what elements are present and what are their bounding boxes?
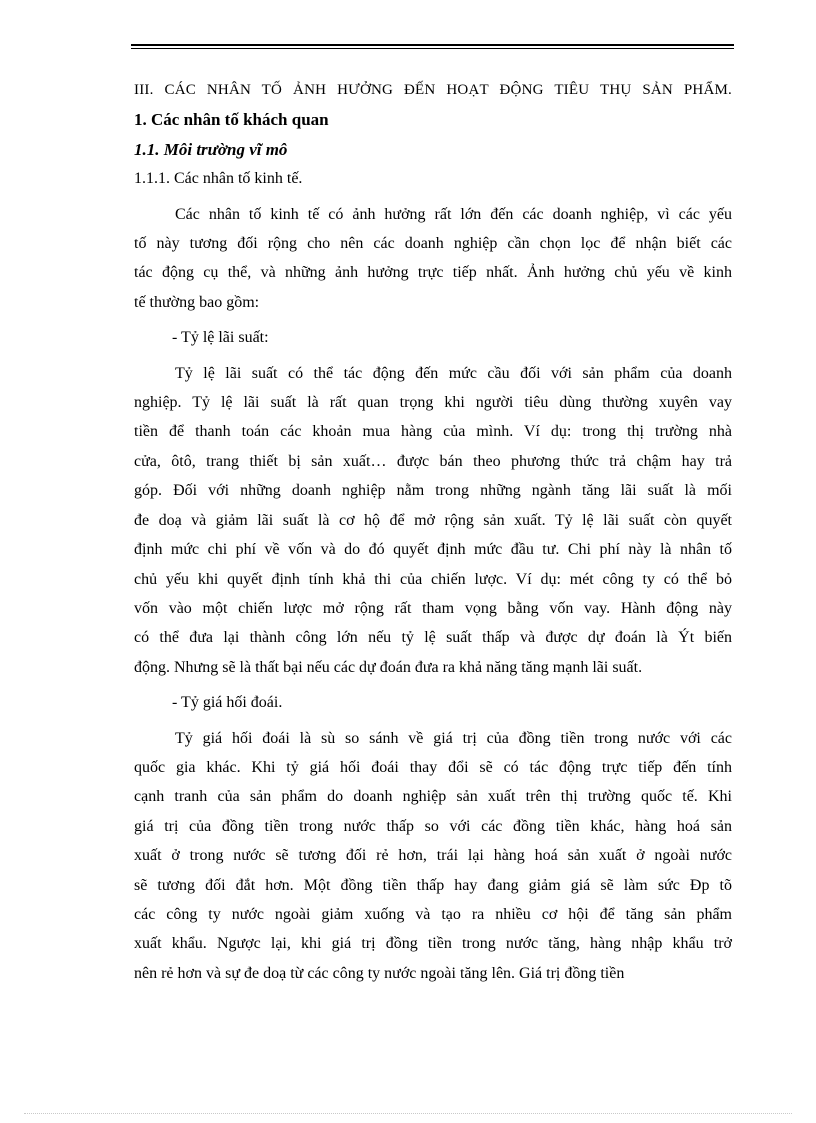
paragraph-line: nên rẻ hơn và sự đe doạ từ các công ty nước ngoài tăng lên. Giá trị đồng tiền bbox=[134, 964, 625, 982]
paragraph-line: góp. Đối với những doanh nghiệp nằm trong những ngành tăng lãi suất là mối bbox=[134, 482, 732, 500]
paragraph-line: sẽ tương đối đắt hơn. Một đồng tiền thấp hay đang giảm giá sẽ làm sức Đp tõ bbox=[134, 876, 732, 894]
paragraph-line: chủ yếu khi quyết định tính khả thi của chiến lược. Ví dụ: mét công ty có thể bỏ bbox=[134, 570, 732, 588]
paragraph-line: Các nhân tố kinh tế có ảnh hưởng rất lớn đến các doanh nghiệp, vì các yếu bbox=[175, 205, 732, 223]
paragraph-line: vốn vào một chiến lược mở rộng rất tham vọng bằng vốn vay. Hành động này bbox=[134, 599, 732, 617]
bullet-interest-rate: - Tỷ lệ lãi suất: bbox=[172, 329, 269, 347]
interest-paragraph bbox=[134, 359, 732, 682]
paragraph-line: xuất ở trong nước sẽ tương đối rẻ hơn, trái lại hàng hoá sản xuất ở ngoài nước bbox=[134, 847, 732, 865]
header-rule-thin bbox=[131, 48, 734, 49]
paragraph-line: giá trị của đồng tiền trong nước thấp so với các đồng tiền khác, hàng hoá sản bbox=[134, 817, 732, 835]
intro-paragraph bbox=[134, 200, 732, 318]
header-rule bbox=[131, 44, 734, 46]
paragraph-line: quốc gia khác. Khi tỷ giá hối đoái thay đổi sẽ có tác động trực tiếp đến tính bbox=[134, 758, 732, 776]
paragraph-line: Tỷ lệ lãi suất có thể tác động đến mức cầu đối với sản phẩm của doanh bbox=[175, 364, 732, 382]
heading-1-1: 1.1. Môi trường vĩ mô bbox=[134, 139, 288, 159]
paragraph-line: đe doạ và giảm lãi suất là cơ hộ để mở rộng sản xuất. Tỷ lệ lãi suất còn quyết bbox=[134, 511, 732, 529]
document-body bbox=[134, 76, 732, 988]
footer-divider bbox=[24, 1113, 792, 1114]
paragraph-line: tố này tương đối rộng cho nên các doanh nghiệp cần chọn lọc để nhận biết các bbox=[134, 235, 732, 253]
paragraph-line: Tỷ giá hối đoái là sù so sánh về giá trị của đồng tiền trong nước với các bbox=[175, 729, 732, 747]
paragraph-line: xuất khẩu. Ngược lại, khi giá trị đồng tiền trong nước tăng, hàng nhập khẩu trở bbox=[134, 935, 732, 953]
paragraph-line: cửa, ôtô, trang thiết bị sản xuất… được bán theo phương thức trả chậm hay trả bbox=[134, 452, 732, 470]
paragraph-line: tế thường bao gồm: bbox=[134, 293, 260, 311]
paragraph-line: động. Nhưng sẽ là thất bại nếu các dự đoán đưa ra khả năng tăng mạnh lãi suất. bbox=[134, 658, 643, 676]
paragraph-line: nghiệp. Tỷ lệ lãi suất là rất quan trọng khi người tiêu dùng thường xuyên vay bbox=[134, 394, 732, 412]
paragraph-line: cạnh tranh của sản phẩm do doanh nghiệp sản xuất trên thị trường quốc tế. Khi bbox=[134, 788, 732, 806]
paragraph-line: tiền để thanh toán các khoản mua hàng của mình. Ví dụ: trong thị trường nhà bbox=[134, 423, 732, 441]
paragraph-line: các công ty nước ngoài giảm xuống và tạo ra nhiều cơ hội để tăng sản phẩm bbox=[134, 905, 732, 923]
heading-1: 1. Các nhân tố khách quan bbox=[134, 110, 329, 130]
heading-1-1-1: 1.1.1. Các nhân tố kinh tế. bbox=[134, 170, 303, 188]
paragraph-line: định mức chi phí về vốn và do đó quyết định mức đầu tư. Chi phí này là nhân tố bbox=[134, 541, 732, 559]
exchange-paragraph bbox=[134, 724, 732, 989]
section-heading: III. CÁC NHÂN TỐ ẢNH HƯỞNG ĐẾN HOẠT ĐỘNG TIÊU THỤ SẢN PHẨM. bbox=[134, 82, 732, 98]
paragraph-line: có thể đưa lại thành công lớn nếu tỷ lệ suất thấp và được dự đoán là Ýt biến bbox=[134, 629, 732, 647]
bullet-exchange-rate: - Tỷ giá hối đoái. bbox=[172, 694, 283, 712]
paragraph-line: tác động cụ thể, và những ảnh hưởng trực tiếp nhất. Ảnh hưởng chủ yếu về kinh bbox=[134, 264, 732, 282]
